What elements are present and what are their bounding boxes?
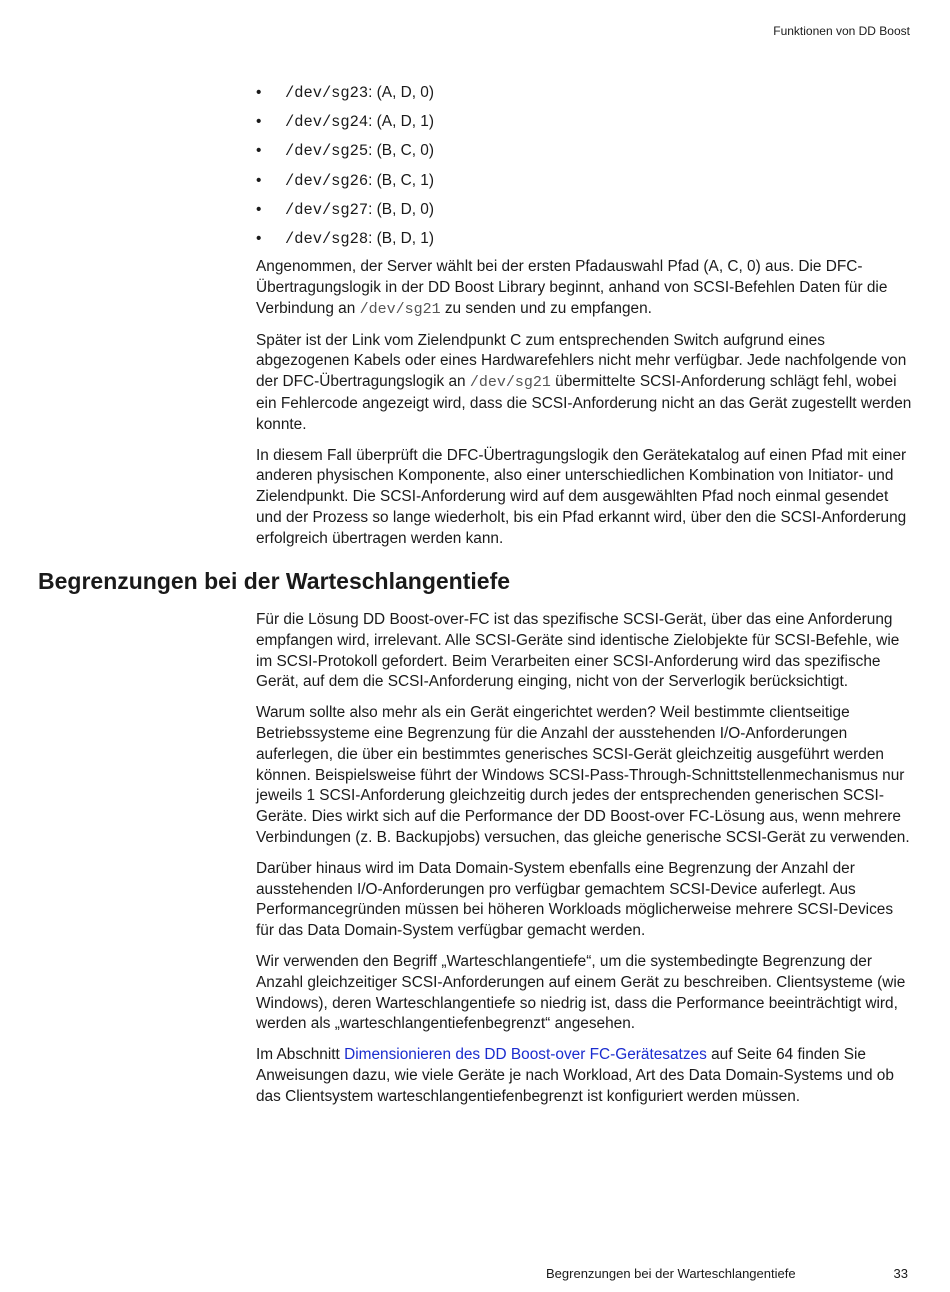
device-name: /dev/sg27 <box>285 200 369 219</box>
path-combination: : (A, D, 1) <box>368 113 434 131</box>
main-content <box>256 82 912 559</box>
paragraph <box>256 257 912 320</box>
path-combination: : (A, D, 0) <box>368 84 434 101</box>
device-name: /dev/sg24 <box>285 113 369 132</box>
bullet: • <box>256 84 262 101</box>
device-name: /dev/sg23 <box>285 84 369 102</box>
paragraph-text: zu senden und zu empfangen. <box>440 299 652 317</box>
list-item <box>256 82 912 111</box>
section-heading: Begrenzungen bei der Warteschlangentiefe <box>38 568 511 594</box>
list-item <box>256 199 912 228</box>
device-name: /dev/sg25 <box>285 142 369 161</box>
paragraph-text: auf Seite 64 finden Sie Anweisungen dazu, wie viele Geräte je nach Workload, Art des Data Domain-Systems und ob das Clientsystem warteschlangentiefenbegrenzt ist konfiguriert werden müssen. <box>256 1046 894 1105</box>
path-combination: : (B, D, 0) <box>368 200 434 218</box>
bullet: • <box>256 229 262 247</box>
bullet: • <box>256 113 262 131</box>
list-item <box>256 140 912 169</box>
bullet: • <box>256 142 262 160</box>
running-header: Funktionen von DD Boost <box>773 24 910 38</box>
code-device: /dev/sg21 <box>469 374 551 392</box>
list-item <box>256 170 912 199</box>
path-combination: : (B, D, 1) <box>368 229 434 247</box>
paragraph: Darüber hinaus wird im Data Domain-System ebenfalls eine Begrenzung der Anzahl der ausstehenden I/O-Anforderungen pro verfügbar gemachtem SCSI-Device auferlegt. Aus Performancegründen müssen bei höheren Workloads möglicherweise mehrere SCSI-Devices für das Data Domain-System verfügbar gemacht werden. <box>256 859 894 940</box>
paragraph-text: übermittelte SCSI-Anforderung schlägt fehl, wobei ein Fehlercode angezeigt wird, dass die SCSI-Anforderung nicht an das Gerät zugestellt werden konnte. <box>256 373 912 433</box>
list-item <box>256 228 912 257</box>
section-content <box>256 610 912 1118</box>
path-combination: : (B, C, 0) <box>368 142 434 160</box>
paragraph-text: Später ist der Link vom Zielendpunkt C zum entsprechenden Switch aufgrund eines abgezogenen Kabels oder eines Hardwarefehlers nicht mehr verfügbar. Jede nachfolgende von der DFC-Übertragungslogik an <box>256 331 907 391</box>
list-item <box>256 111 912 140</box>
bullet: • <box>256 171 262 189</box>
paragraph: Warum sollte also mehr als ein Gerät eingerichtet werden? Weil bestimmte clientseitige Betriebssysteme eine Begrenzung für die Anzahl der ausstehenden I/O-Anforderungen auferlegen, die über ein bestimmtes generisches SCSI-Gerät gleichzeitig ausgeführt werden können. Beispielsweise führt der Windows SCSI-Pass-Through-Schnittstellenmechanismus nur jeweils 1 SCSI-Anforderung gleichzeitig durch jedes der entsprechenden generischen SCSI-Geräte. Dies wirkt sich auf die Performance der DD Boost-over FC-Lösung aus, wenn mehrere Verbindungen (z. B. Backupjobs) versuchen, das gleiche generische SCSI-Gerät zu verwenden. <box>256 704 910 846</box>
paragraph-text: Im Abschnitt <box>256 1046 345 1064</box>
paragraph: In diesem Fall überprüft die DFC-Übertragungslogik den Gerätekatalog auf einen Pfad mit einer anderen physischen Komponente, also einer unterschiedlichen Kombination von Initiator- und Zielendpunkt. Die SCSI-Anforderung wird auf dem ausgewählten Pfad noch einmal gesendet und der Prozess so lange wiederholt, bis ein Pfad erkannt wird, über den die SCSI-Anforderung erfolgreich übertragen werden kann. <box>256 446 907 547</box>
page-number: 33 <box>893 1266 908 1281</box>
code-device: /dev/sg21 <box>359 300 441 318</box>
paragraph: Wir verwenden den Begriff „Warteschlangentiefe“, um die systembedingte Begrenzung der Anzahl gleichzeitiger SCSI-Anforderungen auf einem Gerät zu beschreiben. Clientsysteme (wie Windows), deren Warteschlangentiefe so niedrig ist, dass die Performance beeinträchtigt wird, werden als „warteschlangentiefenbegrenzt“ angesehen. <box>256 952 906 1033</box>
paragraph: Für die Lösung DD Boost-over-FC ist das spezifische SCSI-Gerät, über das eine Anforderung empfangen wird, irrelevant. Alle SCSI-Geräte sind identische Zielobjekte für SCSI-Befehle, wie im SCSI-Protokoll gefordert. Beim Verarbeiten einer SCSI-Anforderung wird das spezifische Gerät, auf dem die SCSI-Anforderung einging, nicht von der Serverlogik berücksichtigt. <box>256 611 900 691</box>
paragraph <box>256 1045 912 1107</box>
device-name: /dev/sg26 <box>285 171 369 190</box>
path-combination: : (B, C, 1) <box>368 171 434 189</box>
bullet: • <box>256 200 262 218</box>
footer-section-title: Begrenzungen bei der Warteschlangentiefe <box>546 1266 796 1281</box>
paragraph-text: Angenommen, der Server wählt bei der ersten Pfadauswahl Pfad (A, C, 0) aus. Die DFC-Übertragungslogik in der DD Boost Library beginnt, anhand von SCSI-Befehlen Daten für die Verbindung an <box>256 258 888 317</box>
cross-reference-link[interactable]: Dimensionieren des DD Boost-over FC-Gerätesatzes <box>344 1046 707 1064</box>
device-name: /dev/sg28 <box>285 229 369 248</box>
paragraph <box>256 331 912 436</box>
device-path-list <box>256 82 912 257</box>
